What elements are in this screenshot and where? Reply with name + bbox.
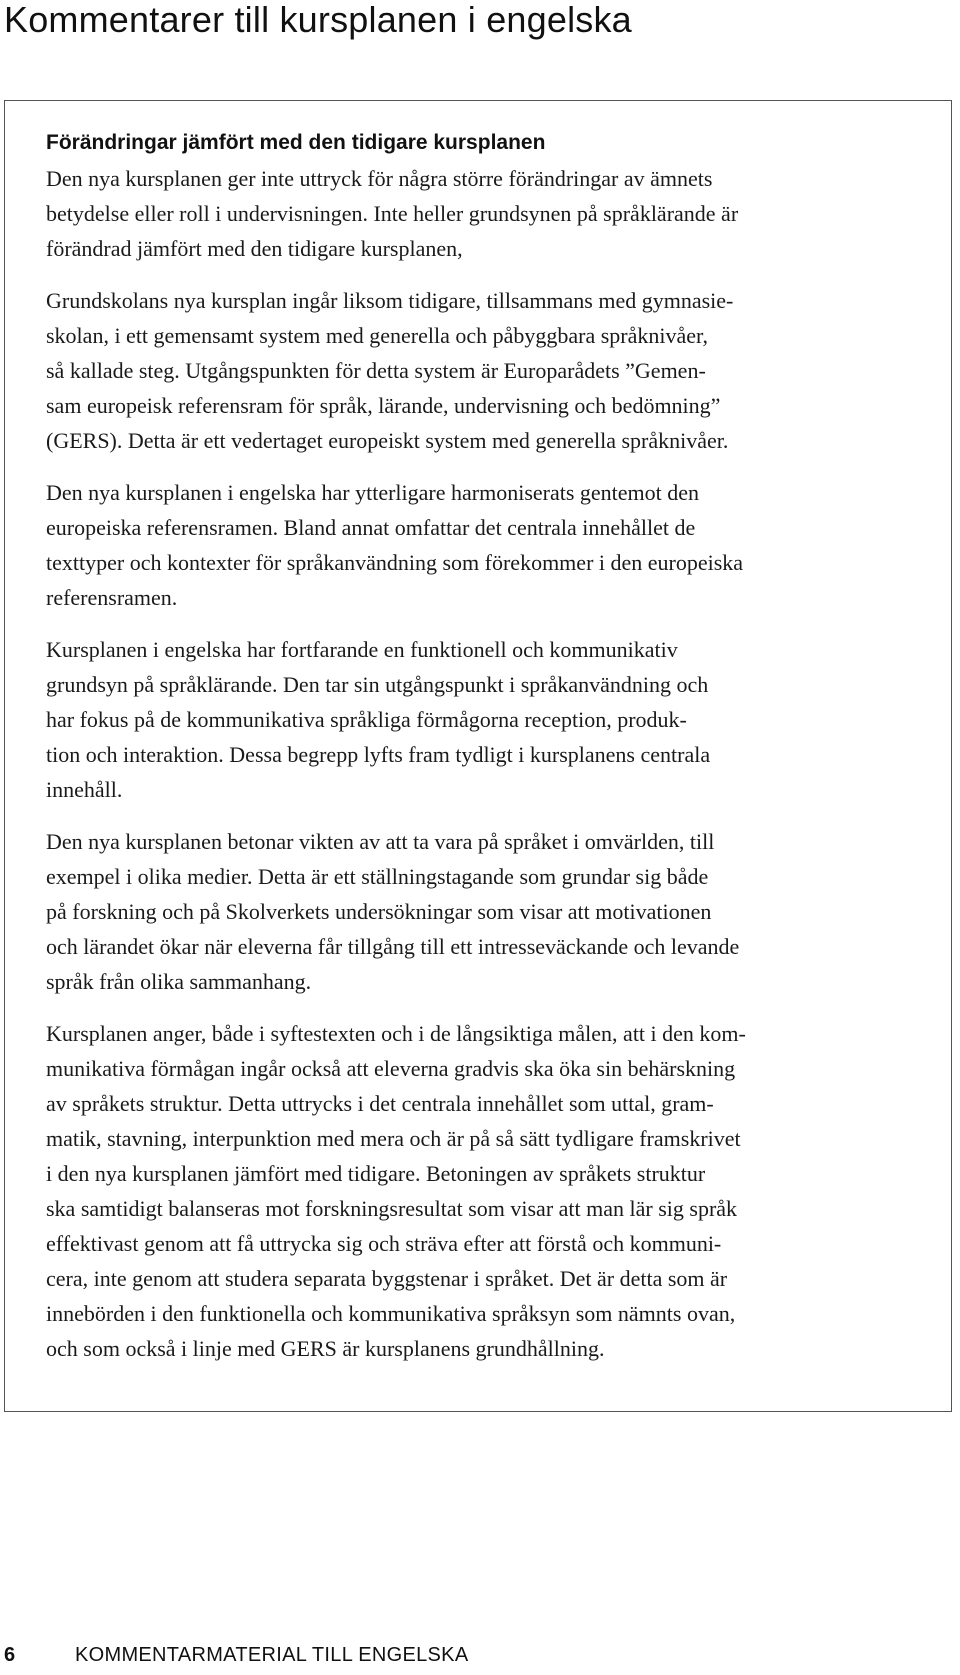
paragraph-line: och som också i linje med GERS är kursplanens grundhållning.: [46, 1336, 605, 1361]
paragraph-line: betydelse eller roll i undervisningen. Inte heller grundsynen på språklärande är: [46, 201, 739, 226]
paragraph-line: tion och interaktion. Dessa begrepp lyfts fram tydligt i kursplanens centrala: [46, 742, 711, 767]
paragraph-line: så kallade steg. Utgångspunkten för detta system är Europarådets ”Gemen-: [46, 358, 706, 383]
paragraph-line: Grundskolans nya kursplan ingår liksom tidigare, tillsammans med gymnasie-: [46, 288, 734, 313]
paragraph-line: Den nya kursplanen betonar vikten av att ta vara på språket i omvärlden, till: [46, 829, 715, 854]
page-footer: [4, 1642, 468, 1668]
paragraph-line: och lärandet ökar när eleverna får tillgång till ett intresseväckande och levande: [46, 934, 740, 959]
paragraph-line: Den nya kursplanen i engelska har ytterligare harmoniserats gentemot den: [46, 480, 700, 505]
paragraph-2: [46, 283, 913, 458]
paragraph-6: [46, 1016, 913, 1366]
paragraph-1: [46, 161, 913, 266]
paragraph-line: av språkets struktur. Detta uttrycks i det centrala innehållet som uttal, gram-: [46, 1091, 714, 1116]
paragraph-line: europeiska referensramen. Bland annat omfattar det centrala innehållet de: [46, 515, 696, 540]
paragraph-line: i den nya kursplanen jämfört med tidigare. Betoningen av språkets struktur: [46, 1161, 706, 1186]
paragraph-line: munikativa förmågan ingår också att eleverna gradvis ska öka sin behärskning: [46, 1056, 736, 1081]
paragraph-3: [46, 475, 913, 615]
paragraph-line: skolan, i ett gemensamt system med generella och påbyggbara språknivåer,: [46, 323, 708, 348]
paragraph-line: sam europeisk referensram för språk, lärande, undervisning och bedömning”: [46, 393, 721, 418]
comment-box: [4, 100, 952, 1412]
paragraph-line: exempel i olika medier. Detta är ett ställningstagande som grundar sig både: [46, 864, 709, 889]
paragraph-4: [46, 632, 913, 807]
paragraph-line: Kursplanen i engelska har fortfarande en funktionell och kommunikativ: [46, 637, 678, 662]
section-heading: Förändringar jämfört med den tidigare kursplanen: [46, 131, 546, 154]
paragraph-line: (GERS). Detta är ett vedertaget europeiskt system med generella språknivåer.: [46, 428, 729, 453]
paragraph-line: grundsyn på språklärande. Den tar sin utgångspunkt i språkanvändning och: [46, 672, 709, 697]
page-number: 6: [4, 1644, 16, 1666]
paragraph-line: förändrad jämfört med den tidigare kursplanen,: [46, 236, 463, 261]
paragraph-line: språk från olika sammanhang.: [46, 969, 312, 994]
paragraph-line: referensramen.: [46, 585, 178, 610]
paragraph-line: cera, inte genom att studera separata byggstenar i språket. Det är detta som är: [46, 1266, 728, 1291]
paragraph-line: på forskning och på Skolverkets undersökningar som visar att motivationen: [46, 899, 712, 924]
paragraph-line: effektivast genom att få uttrycka sig och sträva efter att förstå och kommuni-: [46, 1231, 722, 1256]
paragraph-line: matik, stavning, interpunktion med mera och är på så sätt tydligare framskrivet: [46, 1126, 741, 1151]
paragraph-line: texttyper och kontexter för språkanvändning som förekommer i den europeiska: [46, 550, 744, 575]
paragraph-line: ska samtidigt balanseras mot forskningsresultat som visar att man lär sig språk: [46, 1196, 738, 1221]
running-title: KOMMENTARMATERIAL TILL ENGELSKA: [75, 1644, 469, 1666]
paragraph-5: [46, 824, 913, 999]
paragraph-line: Den nya kursplanen ger inte uttryck för några större förändringar av ämnets: [46, 166, 713, 191]
paragraph-line: innebörden i den funktionella och kommunikativa språksyn som nämnts ovan,: [46, 1301, 736, 1326]
paragraph-line: innehåll.: [46, 777, 123, 802]
page-title: Kommentarer till kursplanen i engelska: [4, 0, 632, 40]
paragraph-line: har fokus på de kommunikativa språkliga förmågorna reception, produk-: [46, 707, 687, 732]
paragraph-line: Kursplanen anger, både i syftestexten och i de långsiktiga målen, att i den kom-: [46, 1021, 746, 1046]
